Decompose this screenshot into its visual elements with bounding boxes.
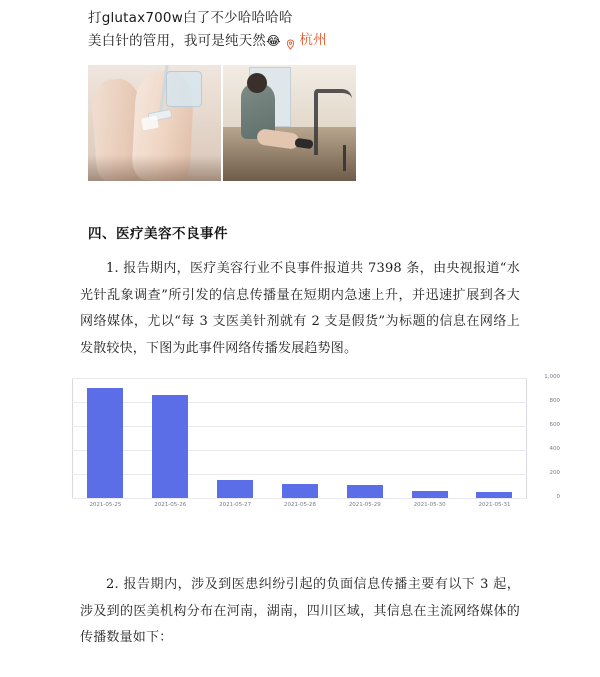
chart-y-tick-label: 200 [549,470,560,476]
chart-bar-slot [203,378,267,498]
chart-y-tick-label: 1,000 [544,374,560,380]
document-body [0,222,600,363]
paragraph-2: 2. 报告期内，涉及到医患纠纷引起的负面信息传播主要有以下 3 起，涉及到的医美机构分布在河南，湖南，四川区域，其信息在主流网络媒体的传播数量如下： [80,577,520,646]
chart-y-tick-label: 400 [549,446,560,452]
paragraph-1: 1. 报告期内，医疗美容行业不良事件报道共 7398 条，由央视报道“水光针乱象调查”所引发的信息传播量在短期内急速上升，并迅速扩展到各大网络媒体，尤以“每 3 支医美针剂就有 2 支是假货”为标题的信息在网络上发散较快，下图为此事件网络传播发展趋势图。 [80,261,520,356]
social-post-block [88,8,358,53]
chart-y-tick-label: 0 [556,494,560,500]
chart-bar-slot [398,378,462,498]
chart-x-tick-labels [73,502,527,508]
chart-bar[interactable] [347,485,383,498]
chart-x-tick-label: 2021-05-30 [413,502,446,508]
chart-x-tick-label: 2021-05-26 [154,502,187,508]
chart-gridline [72,498,527,499]
chart-bar-slot [268,378,332,498]
chart-x-tick-label: 2021-05-31 [478,502,511,508]
laughing-emoji-icon: 😂 [266,32,281,48]
post-photo-right [223,65,356,181]
chart-bar[interactable] [476,492,512,498]
chart-plot-area [72,378,527,498]
chart-bar-slot [138,378,202,498]
section-title: 四、医疗美容不良事件 [88,226,228,242]
trend-bar-chart [60,374,560,518]
post-caption-line-2-row [88,30,358,53]
post-photo-left [88,65,221,181]
chart-bar[interactable] [412,491,448,498]
chart-y-tick-labels [532,372,560,504]
chart-x-tick-label: 2021-05-29 [348,502,381,508]
post-caption-line-2: 美白针的管用，我可是纯天然 [88,32,267,49]
chart-bar[interactable] [87,388,123,498]
document-body-bottom [0,572,600,652]
chart-x-tick-label: 2021-05-25 [89,502,122,508]
chart-y-tick-label: 600 [549,422,560,428]
chart-bar-slot [462,378,526,498]
post-photo-pair [88,65,356,181]
chart-bar[interactable] [152,395,188,498]
chart-bar[interactable] [217,480,253,498]
post-location-label: 杭州 [299,31,327,48]
post-caption-line-1: 打glutax700w白了不少哈哈哈哈 [88,10,293,26]
chart-bar-slot [333,378,397,498]
chart-bar-slot [73,378,137,498]
chart-bar[interactable] [282,484,318,498]
chart-y-tick-label: 800 [549,398,560,404]
chart-bars [73,378,527,498]
post-caption [88,8,358,53]
post-location[interactable] [285,30,326,52]
chart-x-tick-label: 2021-05-28 [283,502,316,508]
chart-x-tick-label: 2021-05-27 [219,502,252,508]
location-pin-icon [285,36,296,47]
